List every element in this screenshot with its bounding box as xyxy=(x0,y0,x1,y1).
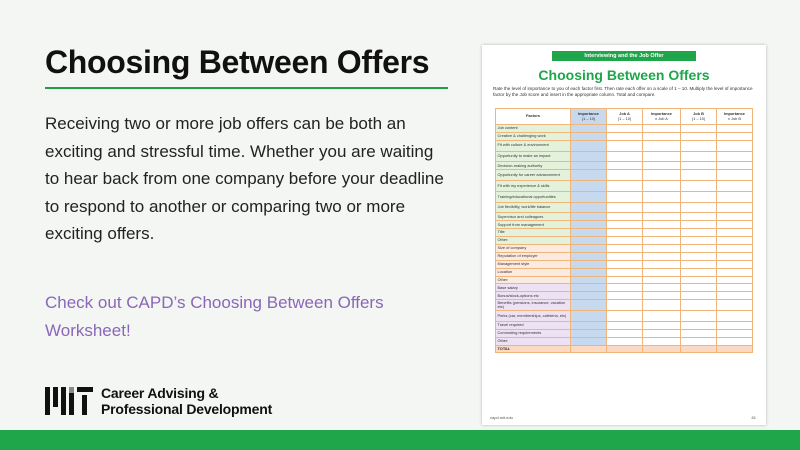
score-cell[interactable] xyxy=(681,229,717,237)
score-cell[interactable] xyxy=(571,337,607,345)
score-cell[interactable] xyxy=(681,300,717,311)
score-cell[interactable] xyxy=(643,140,681,151)
score-cell[interactable] xyxy=(717,221,753,229)
column-header-label: Job A xyxy=(619,111,630,117)
column-header-label: Importance xyxy=(578,111,599,117)
factor-label: Management style xyxy=(496,260,571,268)
score-cell[interactable] xyxy=(643,311,681,322)
score-cell[interactable] xyxy=(643,191,681,202)
column-header-label: Importance xyxy=(651,111,672,117)
score-cell[interactable] xyxy=(571,268,607,276)
score-cell[interactable] xyxy=(607,268,643,276)
logo-wordmark xyxy=(101,385,272,417)
score-cell[interactable] xyxy=(643,252,681,260)
score-cell[interactable] xyxy=(571,329,607,337)
score-cell[interactable] xyxy=(607,221,643,229)
score-cell[interactable] xyxy=(681,213,717,221)
score-cell[interactable] xyxy=(643,276,681,284)
score-cell[interactable] xyxy=(717,292,753,300)
table-row xyxy=(496,252,753,260)
table-row xyxy=(496,268,753,276)
score-cell[interactable] xyxy=(571,162,607,170)
table-row xyxy=(496,345,753,353)
score-cell[interactable] xyxy=(717,151,753,162)
factor-label: Opportunity for career advancement xyxy=(496,170,571,181)
column-header xyxy=(607,109,643,125)
worksheet-preview[interactable] xyxy=(482,45,766,425)
score-cell[interactable] xyxy=(607,321,643,329)
score-cell[interactable] xyxy=(571,140,607,151)
score-cell[interactable] xyxy=(717,345,753,353)
column-header-label: Job B xyxy=(693,111,704,117)
score-cell[interactable] xyxy=(643,181,681,192)
factor-label: Job flexibility, work/life balance xyxy=(496,202,571,213)
score-cell[interactable] xyxy=(607,300,643,311)
factor-label: Travel required xyxy=(496,321,571,329)
score-cell[interactable] xyxy=(571,125,607,133)
table-row xyxy=(496,329,753,337)
score-cell[interactable] xyxy=(681,151,717,162)
factor-label: Decision-making authority xyxy=(496,162,571,170)
score-cell[interactable] xyxy=(607,181,643,192)
slide-body-text: Receiving two or more job offers can be both an exciting and stressful time. Whether you are waiting to hear back from one company before your deadline to respond to another or comparing two or more exciting offers. xyxy=(45,114,444,243)
score-cell[interactable] xyxy=(681,181,717,192)
score-cell[interactable] xyxy=(681,140,717,151)
score-cell[interactable] xyxy=(717,245,753,253)
factor-label: Other: xyxy=(496,337,571,345)
score-cell[interactable] xyxy=(607,213,643,221)
score-cell[interactable] xyxy=(571,276,607,284)
score-cell[interactable] xyxy=(607,276,643,284)
score-cell[interactable] xyxy=(607,151,643,162)
factor-label: Commuting requirements xyxy=(496,329,571,337)
table-row xyxy=(496,202,753,213)
score-cell[interactable] xyxy=(607,237,643,245)
table-row xyxy=(496,260,753,268)
column-header-label: Importance xyxy=(724,111,745,117)
factor-label: Size of company xyxy=(496,245,571,253)
score-cell[interactable] xyxy=(643,260,681,268)
score-cell[interactable] xyxy=(571,181,607,192)
worksheet-header-row xyxy=(496,109,753,125)
score-cell[interactable] xyxy=(607,140,643,151)
score-cell[interactable] xyxy=(717,181,753,192)
worksheet-page-number: 81 xyxy=(751,415,756,420)
score-cell[interactable] xyxy=(571,237,607,245)
score-cell[interactable] xyxy=(607,252,643,260)
score-cell[interactable] xyxy=(681,276,717,284)
score-cell[interactable] xyxy=(607,337,643,345)
worksheet-section-tag: Interviewing and the Job Offer xyxy=(552,51,696,61)
table-row xyxy=(496,276,753,284)
score-cell[interactable] xyxy=(717,237,753,245)
column-header xyxy=(496,109,571,125)
logo-line-1: Career Advising & xyxy=(101,385,219,401)
score-cell[interactable] xyxy=(607,292,643,300)
score-cell[interactable] xyxy=(643,245,681,253)
score-cell[interactable] xyxy=(571,311,607,322)
score-cell[interactable] xyxy=(717,311,753,322)
score-cell[interactable] xyxy=(681,292,717,300)
score-cell[interactable] xyxy=(571,229,607,237)
score-cell[interactable] xyxy=(717,268,753,276)
table-row xyxy=(496,151,753,162)
score-cell[interactable] xyxy=(643,229,681,237)
factor-label: TOTAL xyxy=(496,345,571,353)
score-cell[interactable] xyxy=(717,337,753,345)
score-cell[interactable] xyxy=(643,345,681,353)
factor-label: Title xyxy=(496,229,571,237)
table-row xyxy=(496,191,753,202)
score-cell[interactable] xyxy=(643,151,681,162)
score-cell[interactable] xyxy=(607,284,643,292)
factor-label: Fit with my experience & skills xyxy=(496,181,571,192)
factor-label: Perks (car, memberships, cafeteria, etc) xyxy=(496,311,571,322)
factor-label: Creative & challenging work xyxy=(496,132,571,140)
score-cell[interactable] xyxy=(571,245,607,253)
factor-label: Job content xyxy=(496,125,571,133)
score-cell[interactable] xyxy=(681,245,717,253)
mit-logo-icon xyxy=(45,387,93,415)
worksheet-footer-url: capd.mit.edu xyxy=(490,415,513,420)
table-row xyxy=(496,237,753,245)
score-cell[interactable] xyxy=(571,345,607,353)
table-row xyxy=(496,213,753,221)
table-row xyxy=(496,300,753,311)
table-row xyxy=(496,170,753,181)
column-header xyxy=(571,109,607,125)
worksheet-link[interactable]: Check out CAPD’s Choosing Between Offers Worksheet! xyxy=(45,293,384,340)
factor-label: Fit with culture & environment xyxy=(496,140,571,151)
score-cell[interactable] xyxy=(717,170,753,181)
score-cell[interactable] xyxy=(681,345,717,353)
score-cell[interactable] xyxy=(607,260,643,268)
score-cell[interactable] xyxy=(571,284,607,292)
table-row xyxy=(496,292,753,300)
worksheet-title: Choosing Between Offers xyxy=(538,67,710,83)
score-cell[interactable] xyxy=(571,191,607,202)
table-row xyxy=(496,321,753,329)
column-header-sub: x Job A xyxy=(655,115,668,121)
score-cell[interactable] xyxy=(643,321,681,329)
column-header xyxy=(717,109,753,125)
score-cell[interactable] xyxy=(571,213,607,221)
score-cell[interactable] xyxy=(571,300,607,311)
score-cell[interactable] xyxy=(571,252,607,260)
factor-label: Location xyxy=(496,268,571,276)
column-header xyxy=(681,109,717,125)
bottom-accent-bar xyxy=(0,430,800,450)
score-cell[interactable] xyxy=(643,170,681,181)
score-cell[interactable] xyxy=(681,125,717,133)
score-cell[interactable] xyxy=(681,237,717,245)
score-cell[interactable] xyxy=(571,170,607,181)
slide-title: Choosing Between Offers xyxy=(45,44,430,80)
score-cell[interactable] xyxy=(571,202,607,213)
score-cell[interactable] xyxy=(643,162,681,170)
factor-label: Opportunity to make an impact xyxy=(496,151,571,162)
score-cell[interactable] xyxy=(607,125,643,133)
score-cell[interactable] xyxy=(607,162,643,170)
title-divider xyxy=(45,87,448,89)
table-row xyxy=(496,245,753,253)
score-cell[interactable] xyxy=(643,337,681,345)
score-cell[interactable] xyxy=(607,170,643,181)
score-cell[interactable] xyxy=(681,337,717,345)
score-cell[interactable] xyxy=(571,260,607,268)
score-cell[interactable] xyxy=(643,300,681,311)
score-cell[interactable] xyxy=(717,202,753,213)
column-header-sub: (1 – 10) xyxy=(581,115,596,121)
table-row xyxy=(496,284,753,292)
score-cell[interactable] xyxy=(681,284,717,292)
table-row xyxy=(496,229,753,237)
score-cell[interactable] xyxy=(717,125,753,133)
score-cell[interactable] xyxy=(681,191,717,202)
score-cell[interactable] xyxy=(643,213,681,221)
score-cell[interactable] xyxy=(717,284,753,292)
score-cell[interactable] xyxy=(607,202,643,213)
score-cell[interactable] xyxy=(717,162,753,170)
table-row xyxy=(496,337,753,345)
score-cell[interactable] xyxy=(571,151,607,162)
score-cell[interactable] xyxy=(607,191,643,202)
worksheet-body xyxy=(496,125,753,353)
score-cell[interactable] xyxy=(643,132,681,140)
score-cell[interactable] xyxy=(717,329,753,337)
score-cell[interactable] xyxy=(607,132,643,140)
score-cell[interactable] xyxy=(643,284,681,292)
score-cell[interactable] xyxy=(681,132,717,140)
logo-line-2: Professional Development xyxy=(101,401,273,417)
score-cell[interactable] xyxy=(571,321,607,329)
score-cell[interactable] xyxy=(681,202,717,213)
score-cell[interactable] xyxy=(607,311,643,322)
score-cell[interactable] xyxy=(681,252,717,260)
table-row xyxy=(496,140,753,151)
score-cell[interactable] xyxy=(681,311,717,322)
score-cell[interactable] xyxy=(607,245,643,253)
score-cell[interactable] xyxy=(681,321,717,329)
factor-label: Training/educational opportunities xyxy=(496,191,571,202)
score-cell[interactable] xyxy=(681,268,717,276)
column-header xyxy=(643,109,681,125)
score-cell[interactable] xyxy=(717,140,753,151)
table-row xyxy=(496,221,753,229)
table-row xyxy=(496,181,753,192)
score-cell[interactable] xyxy=(571,132,607,140)
score-cell[interactable] xyxy=(717,276,753,284)
factor-label: Supervisor and colleagues xyxy=(496,213,571,221)
table-row xyxy=(496,311,753,322)
factor-label: Other: xyxy=(496,276,571,284)
column-header-sub: (1 – 10) xyxy=(617,115,632,121)
score-cell[interactable] xyxy=(643,221,681,229)
score-cell[interactable] xyxy=(607,229,643,237)
score-cell[interactable] xyxy=(571,292,607,300)
capd-logo xyxy=(45,385,272,417)
factor-label: Other: xyxy=(496,237,571,245)
factor-label: Support from management xyxy=(496,221,571,229)
score-cell[interactable] xyxy=(717,229,753,237)
score-cell[interactable] xyxy=(571,221,607,229)
score-cell[interactable] xyxy=(607,345,643,353)
worksheet-table xyxy=(495,108,753,353)
score-cell[interactable] xyxy=(681,221,717,229)
factor-label: Benefits (pensions, insurance, vacation etc) xyxy=(496,300,571,311)
worksheet-instructions: Rate the level of importance to you of each factor first. Then rate each offer on a scale of 1 – 10. Multiply the level of importance factor by the Job score and insert in the appropriate column. Total and compare. xyxy=(493,86,753,97)
score-cell[interactable] xyxy=(643,329,681,337)
column-header-label: Factors xyxy=(525,113,541,119)
score-cell[interactable] xyxy=(607,329,643,337)
table-row xyxy=(496,162,753,170)
score-cell[interactable] xyxy=(717,191,753,202)
score-cell[interactable] xyxy=(643,237,681,245)
table-row xyxy=(496,132,753,140)
score-cell[interactable] xyxy=(681,162,717,170)
score-cell[interactable] xyxy=(717,132,753,140)
score-cell[interactable] xyxy=(717,213,753,221)
score-cell[interactable] xyxy=(717,300,753,311)
score-cell[interactable] xyxy=(643,125,681,133)
score-cell[interactable] xyxy=(717,252,753,260)
column-header-sub: (1 – 10) xyxy=(691,115,706,121)
score-cell[interactable] xyxy=(643,268,681,276)
factor-label: Reputation of employer xyxy=(496,252,571,260)
table-row xyxy=(496,125,753,133)
score-cell[interactable] xyxy=(643,202,681,213)
score-cell[interactable] xyxy=(717,260,753,268)
score-cell[interactable] xyxy=(717,321,753,329)
score-cell[interactable] xyxy=(681,260,717,268)
score-cell[interactable] xyxy=(643,292,681,300)
score-cell[interactable] xyxy=(681,329,717,337)
factor-label: Base salary xyxy=(496,284,571,292)
factor-label: Bonus/stock-options etc xyxy=(496,292,571,300)
column-header-sub: x Job B xyxy=(728,115,741,121)
score-cell[interactable] xyxy=(681,170,717,181)
